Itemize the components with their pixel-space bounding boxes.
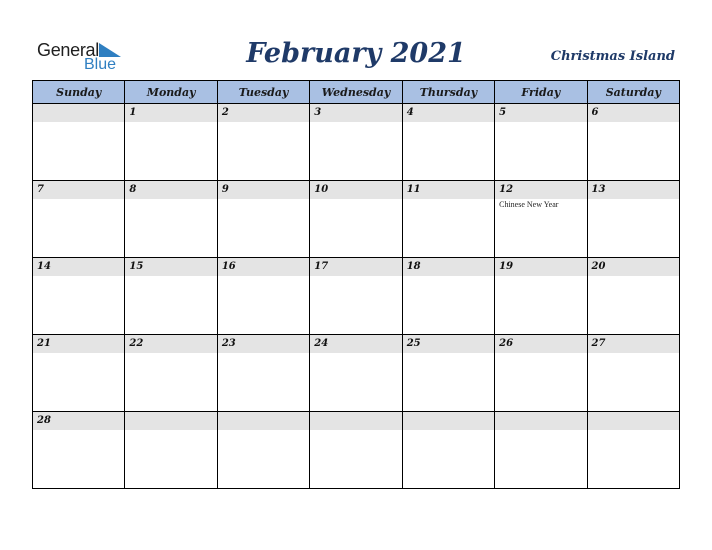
day-cell[interactable]: [495, 335, 587, 412]
day-number: 19: [499, 261, 514, 272]
day-cell[interactable]: [587, 181, 679, 258]
day-band: [588, 181, 679, 199]
day-cell[interactable]: [402, 181, 494, 258]
day-cell[interactable]: [125, 258, 217, 335]
day-cell[interactable]: [33, 258, 125, 335]
day-cell[interactable]: [33, 335, 125, 412]
day-band: [218, 181, 309, 199]
day-number: 18: [406, 261, 421, 272]
day-number: 24: [314, 338, 329, 349]
day-number: 20: [591, 261, 606, 272]
day-cell[interactable]: [217, 258, 309, 335]
day-band: [310, 258, 401, 276]
week-row-5: [33, 412, 680, 489]
day-band: [33, 181, 124, 199]
day-band: [310, 412, 401, 430]
day-band: [125, 104, 216, 122]
day-number: 26: [499, 338, 514, 349]
day-band: [33, 335, 124, 353]
day-cell[interactable]: [217, 104, 309, 181]
day-band: [403, 335, 494, 353]
day-band: [403, 258, 494, 276]
day-number: 11: [406, 184, 421, 195]
day-cell[interactable]: [495, 258, 587, 335]
day-number: 8: [129, 184, 137, 195]
day-cell[interactable]: [217, 335, 309, 412]
logo-text-general: General: [37, 40, 99, 60]
page-title: February 2021: [246, 38, 466, 69]
day-cell[interactable]: [310, 104, 402, 181]
day-band: [588, 104, 679, 122]
calendar-grid: [32, 80, 680, 489]
day-band: [218, 258, 309, 276]
day-cell[interactable]: [33, 412, 125, 489]
logo-text-blue: Blue: [84, 56, 117, 73]
day-band: [310, 335, 401, 353]
day-number: 5: [499, 107, 507, 118]
day-band: [588, 258, 679, 276]
day-cell[interactable]: [125, 335, 217, 412]
day-number: 4: [406, 107, 414, 118]
day-band: [125, 335, 216, 353]
weekday-thursday: Thursday: [402, 81, 494, 104]
day-band: [218, 412, 309, 430]
day-band: [33, 258, 124, 276]
day-cell[interactable]: [33, 104, 125, 181]
day-cell[interactable]: [402, 412, 494, 489]
week-row-2: [33, 181, 680, 258]
day-number: 16: [221, 261, 236, 272]
day-number: 17: [314, 261, 329, 272]
day-cell[interactable]: [310, 335, 402, 412]
day-band: [588, 412, 679, 430]
day-number: 25: [406, 338, 421, 349]
day-band: [125, 412, 216, 430]
day-number: 10: [314, 184, 329, 195]
weekday-wednesday: Wednesday: [310, 81, 402, 104]
day-number: 2: [221, 107, 229, 118]
day-band: [310, 181, 401, 199]
day-number: 22: [129, 338, 144, 349]
day-cell[interactable]: [125, 412, 217, 489]
day-cell[interactable]: [310, 181, 402, 258]
day-cell[interactable]: [217, 181, 309, 258]
day-number: 1: [129, 107, 137, 118]
weekday-sunday: Sunday: [33, 81, 125, 104]
day-band: [310, 104, 401, 122]
week-row-1: [33, 104, 680, 181]
day-cell[interactable]: [495, 181, 587, 258]
day-number: 27: [591, 338, 606, 349]
day-cell[interactable]: [587, 412, 679, 489]
weekday-tuesday: Tuesday: [217, 81, 309, 104]
day-band: [495, 258, 586, 276]
day-number: 15: [129, 261, 144, 272]
weekday-header-row: [33, 81, 680, 104]
day-band: [125, 181, 216, 199]
weekday-saturday: Saturday: [587, 81, 679, 104]
day-band: [403, 181, 494, 199]
day-cell[interactable]: [310, 412, 402, 489]
day-cell[interactable]: [402, 258, 494, 335]
week-row-4: [33, 335, 680, 412]
day-band: [125, 258, 216, 276]
day-cell[interactable]: [310, 258, 402, 335]
day-cell[interactable]: [495, 104, 587, 181]
day-cell[interactable]: [495, 412, 587, 489]
day-band: [495, 412, 586, 430]
day-number: 9: [221, 184, 229, 195]
day-band: [403, 412, 494, 430]
day-cell[interactable]: [217, 412, 309, 489]
day-number: 7: [37, 184, 44, 195]
country-name: Christmas Island: [550, 49, 675, 64]
day-band: [33, 412, 124, 430]
day-band: [495, 181, 586, 199]
day-number: 14: [37, 261, 51, 272]
day-cell[interactable]: [125, 104, 217, 181]
day-band: [218, 104, 309, 122]
day-cell[interactable]: [587, 104, 679, 181]
day-number: 23: [221, 338, 236, 349]
day-band: [588, 335, 679, 353]
day-cell[interactable]: [587, 335, 679, 412]
day-number: 28: [37, 415, 51, 426]
weekday-friday: Friday: [495, 81, 587, 104]
day-number: 6: [591, 107, 599, 118]
day-number: 13: [591, 184, 606, 195]
day-band: [218, 335, 309, 353]
day-cell[interactable]: [587, 258, 679, 335]
day-number: 21: [37, 338, 51, 349]
day-band: [495, 104, 586, 122]
day-number: 12: [499, 184, 514, 195]
day-number: 3: [314, 107, 322, 118]
day-cell[interactable]: [125, 181, 217, 258]
day-cell[interactable]: [402, 104, 494, 181]
day-band: [403, 104, 494, 122]
day-cell[interactable]: [402, 335, 494, 412]
day-band: [495, 335, 586, 353]
day-cell[interactable]: [33, 181, 125, 258]
weekday-monday: Monday: [125, 81, 217, 104]
day-band: [33, 104, 124, 122]
week-row-3: [33, 258, 680, 335]
holiday-event: Chinese New Year: [499, 200, 559, 209]
